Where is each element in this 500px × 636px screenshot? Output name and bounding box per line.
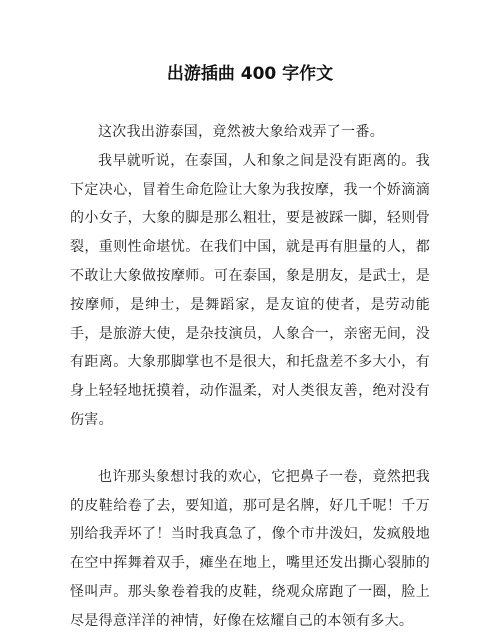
article-title: 出游插曲 400 字作文 xyxy=(166,64,334,84)
paragraph-1: 这次我出游泰国，竟然被大象给戏弄了一番。 xyxy=(98,124,384,140)
paragraph-3: 也许那头象想讨我的欢心，它把鼻子一卷，竟然把我的皮鞋给卷了去，要知道，那可是名牌，好几千呢！千万别给我弄坏了！当时我真急了，像个市井泼妇，发疯般地在空中挥舞着双手，瘫坐在地上，嘴里还发出撕心裂肺的怪叫声。那头象卷着我的皮鞋，绕观众席跑了一圈，脸上尽是得意洋洋的神情，好像在炫耀自己的本领有多大。 xyxy=(70,468,430,629)
article-body xyxy=(70,118,430,636)
paragraph-2: 我早就听说，在泰国，人和象之间是没有距离的。我下定决心，冒着生命危险让大象为我按摩，我一个娇滴滴的小女子，大象的脚是那么粗壮，要是被踩一脚，轻则骨裂，重则性命堪忧。在我们中国，就是再有胆量的人，都不敢让大象做按摩师。可在泰国，象是朋友，是武士，是按摩师，是绅士，是舞蹈家，是友谊的使者，是劳动能手，是旅游大使，是杂技演员，人象合一，亲密无间，没有距离。大象那脚掌也不是很大，和托盘差不多大小，有身上轻轻地抚摸着，动作温柔，对人类很友善，绝对没有伤害。 xyxy=(70,152,430,428)
